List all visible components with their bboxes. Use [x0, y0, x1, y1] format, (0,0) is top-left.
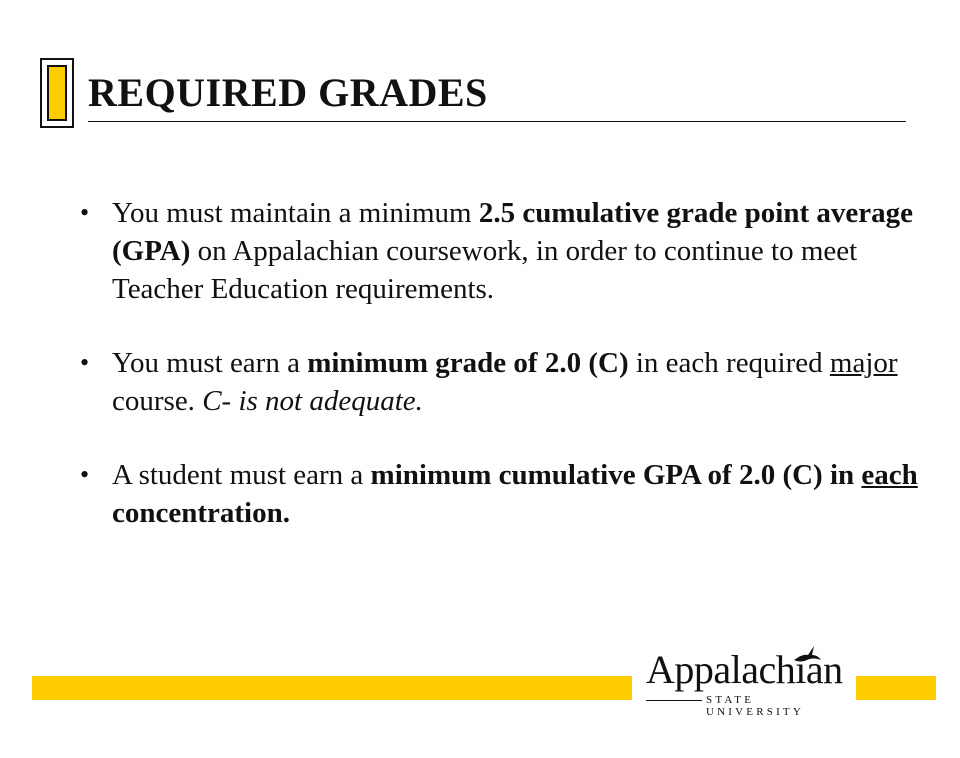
bullet-text-segment: A student must earn a — [112, 459, 371, 491]
bullet-text-segment: minimum grade of 2.0 (C) — [307, 347, 629, 379]
title-accent-bar — [40, 58, 74, 128]
bullet-text-segment: 2.5 cumulative grade point average (GPA) — [112, 197, 913, 267]
logo-rule — [646, 700, 702, 701]
bird-icon — [792, 644, 822, 666]
bullet-list — [80, 194, 920, 568]
bullet-item — [80, 194, 920, 308]
bullet-text-segment: minimum cumulative GPA of 2.0 (C) in — [370, 459, 862, 491]
bullet-text-segment: concentration. — [112, 497, 290, 529]
university-logo — [640, 644, 850, 718]
logo-wordmark: Appalachian — [646, 647, 843, 692]
title-underline-rule — [88, 121, 906, 122]
bullet-text-segment: C- is not adequate. — [202, 385, 423, 417]
bullet-text-segment: course. — [112, 385, 203, 417]
bullet-text-segment: You must maintain a minimum — [112, 197, 479, 229]
bullet-text-segment: on Appalachian coursework, in order to continue to meet Teacher Education requirements. — [112, 235, 858, 305]
bullet-item — [80, 456, 920, 532]
footer-gold-band-right — [856, 676, 936, 700]
bullet-text-segment: in each required — [628, 347, 830, 379]
title-accent-gold — [47, 65, 67, 121]
bullet-item — [80, 344, 920, 420]
bullet-text-segment: each — [861, 459, 918, 491]
logo-subtitle: STATE UNIVERSITY — [706, 694, 804, 718]
bullet-text-segment: You must earn a — [112, 347, 308, 379]
slide-title: REQUIRED GRADES — [88, 70, 488, 115]
footer-gold-band-left — [32, 676, 632, 700]
bullet-text-segment: major — [829, 347, 898, 379]
